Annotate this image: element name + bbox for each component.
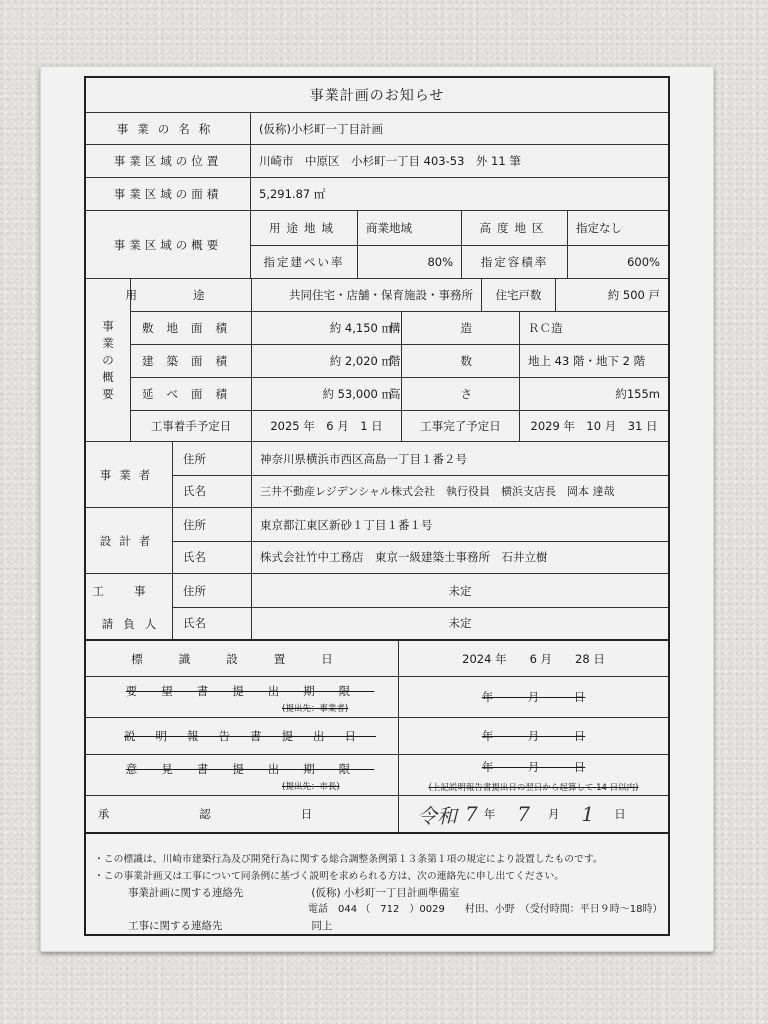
note-line-2: ・この事業計画又は工事について同条例に基づく説明を求められる方は、次の連絡先に申し出てください。 [94,870,565,882]
structure-label: 構造 [401,311,519,344]
building-area-value: 約 2,020 ㎡ [251,344,401,377]
site-area-value: 約 4,150 ㎡ [251,311,401,344]
floor-area-label: 延べ面積 [142,386,240,401]
contractor-address-value: 未定 [251,574,668,607]
contractor-label-bottom: 請負人 [101,616,167,631]
contractor-name-value: 未定 [251,607,668,639]
owner-address-label: 住所 [183,451,206,466]
approval-era: 令和 [417,803,457,828]
notice-title: 事業計画のお知らせ [309,88,445,104]
contractor-address-label: 住所 [183,583,206,598]
height-district-value: 指定なし [567,211,668,245]
owner-name-value: 三井不動産レジデンシャル株式会社 執行役員 横浜支店長 岡本 達哉 [251,475,668,507]
outline-label: 事 業 の 概 要 [102,318,114,401]
location-value: 川崎市 中原区 小杉町一丁目 403-53 外 11 筆 [250,145,668,177]
sign-date-value: 2024 年 6 月 28 日 [398,641,668,676]
work-contact-value: 同上 [311,920,333,932]
bcr-value: 80% [357,245,461,278]
start-date-value: 2025 年 6 月 1 日 [251,410,401,441]
outline-use-label: 用途 [125,288,261,302]
notice-table [84,76,670,936]
contractor-label-top: 工事 [92,583,176,598]
designer-address-value: 東京都江東区新砂１丁目１番１号 [251,508,668,541]
outline-use-value: 共同住宅・店舗・保育施設・事務所 [251,279,481,311]
contact-label: 事業計画に関する連絡先 [128,887,244,899]
opinion-deadline-note: (上記説明報告書提出日の翌日から起算して 14 日以内) [428,783,639,793]
contact-tel: 電話 044 （ 712 ）0029 村田、小野 （受付時間：平日９時〜18時） [308,903,663,915]
far-label: 指定容積率 [461,245,567,278]
height-district-label: 高度地区 [461,211,567,245]
building-area-label: 建築面積 [142,353,240,368]
work-contact-label: 工事に関する連絡先 [128,920,223,932]
floors-value: 地上 43 階・地下 2 階 [519,344,668,377]
approval-day-unit: 日 [614,807,626,821]
approval-month: 7 [517,802,530,826]
structure-value: ＲＣ造 [519,311,668,344]
approval-year-unit: 年 [483,807,496,821]
units-value: 約 500 戸 [555,279,668,311]
notes-section [86,846,668,941]
height-value: 約155m [519,377,668,410]
owner-label: 事業者 [99,467,159,482]
approval-day: 1 [581,802,595,826]
approval-month-unit: 月 [547,807,560,821]
contact-value: (仮称) 小杉町一丁目計画準備室 [311,887,460,899]
contact-row [94,885,660,902]
area-label: 事業区域の面積 [113,187,223,201]
notice-board [40,66,714,952]
request-deadline-value: 年 月 日 [398,677,668,717]
units-label: 住宅戸数 [481,279,555,311]
area-value: 5,291.87 ㎡ [250,178,668,210]
opinion-deadline-sub: (提出先：市長) [282,782,340,792]
zone-label: 事業区域の概要 [113,237,223,252]
contractor-name-label: 氏名 [183,616,206,630]
project-name-label: 事業の名称 [116,121,220,136]
approval-date-label: 承認日 [97,807,403,821]
owner-address-value: 神奈川県横浜市西区高島一丁目１番２号 [251,442,668,475]
owner-name-label: 氏名 [183,484,206,498]
approval-date-value [398,796,668,832]
request-deadline-sub: (提出先：事業者) [282,704,349,714]
designer-label: 設計者 [99,533,159,548]
floors-label: 階数 [401,344,519,377]
location-label: 事業区域の位置 [113,154,223,168]
work-contact-row [94,918,660,935]
bcr-label: 指定建ぺい率 [263,254,345,269]
project-name-value: (仮称)小杉町一丁目計画 [250,113,668,144]
note-line-1: ・この標識は、川崎市建築行為及び開発行為に関する総合調整条例第１３条第１項の規定により設置したものです。 [94,854,603,865]
height-label: 高さ [401,377,519,410]
approval-year: 7 [465,802,478,826]
designer-name-label: 氏名 [183,550,206,564]
sign-date-label: 標識設置日 [131,651,369,666]
end-date-value: 2029 年 10 月 31 日 [519,410,668,441]
use-district-value: 商業地域 [357,211,461,245]
site-area-label: 敷地面積 [142,320,240,335]
report-date-label: 説明報告書提出日 [124,729,376,743]
start-date-label: 工事着手予定日 [150,418,232,433]
request-deadline-label: 要望書提出期限 [125,684,375,698]
designer-address-label: 住所 [183,517,206,532]
far-value: 600% [567,245,668,278]
end-date-label: 工事完了予定日 [401,410,519,441]
opinion-deadline-value: 年 月 日 [481,760,586,774]
designer-name-value: 株式会社竹中工務店 東京一級建築士事務所 石井立樹 [251,541,668,573]
use-district-label: 用途地域 [269,221,339,235]
floor-area-value: 約 53,000 ㎡ [251,377,401,410]
opinion-deadline-label: 意見書提出期限 [125,762,375,776]
report-date-value: 年 月 日 [398,718,668,754]
